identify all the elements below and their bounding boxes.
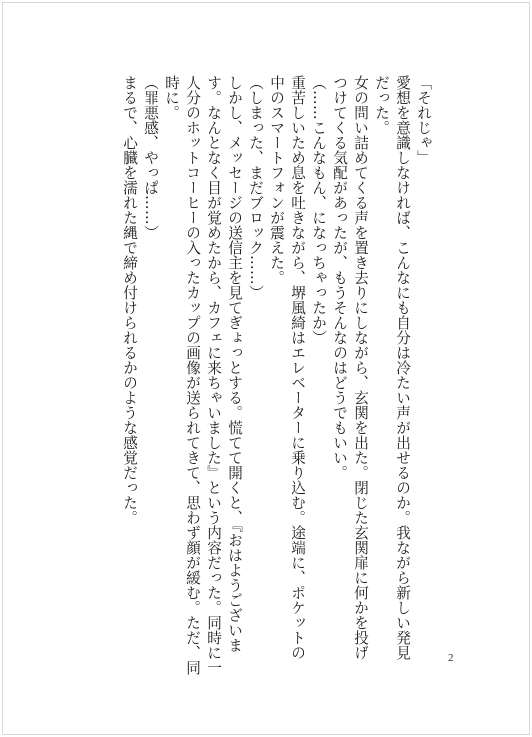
text-line-14: （罪悪感、やっぱ……）: [142, 75, 159, 240]
text-line-6: （……こんなもん、になっちゃったか）: [310, 75, 327, 345]
text-line-10: しかし、メッセージの送信主を見てぎょっとする。慌てて開くと、『おはようございま: [226, 75, 243, 653]
text-line-3: だった。: [373, 75, 390, 135]
text-line-11: す。なんとなく目が覚めたから、カフェに来ちゃいました』という内容だった。同時に一: [205, 75, 222, 675]
page-border: [2, 2, 530, 735]
text-line-5: つけてくる気配があったが、もうそんなのはどうでもいい。: [331, 75, 348, 480]
text-line-12: 人分のホットコーヒーの入ったカップの画像が送られてきて、思わず顔が緩む。ただ、同: [184, 75, 201, 675]
text-line-13: 時に。: [163, 75, 180, 120]
text-line-1: 「それじゃ」: [415, 75, 432, 165]
text-line-4: 女の問い詰めてくる声を置き去りにしながら、玄関を出た。閉じた玄関扉に何かを投げ: [352, 75, 369, 660]
page-number: 2: [448, 652, 454, 664]
text-line-7: 重苦しいため息を吐きながら、堺風綺はエレベーターに乗り込む。途端に、ポケットの: [289, 75, 306, 660]
text-line-2: 愛想を意識しなければ、こんなにも自分は冷たい声が出せるのか。我ながら新しい発見: [394, 75, 411, 660]
text-line-9: （しまった、まだブロック……）: [247, 75, 264, 300]
text-line-8: 中のスマートフォンが震えた。: [268, 75, 285, 285]
text-line-15: まるで、心臓を濡れた縄で締め付けられるかのような感覚だった。: [121, 75, 138, 525]
